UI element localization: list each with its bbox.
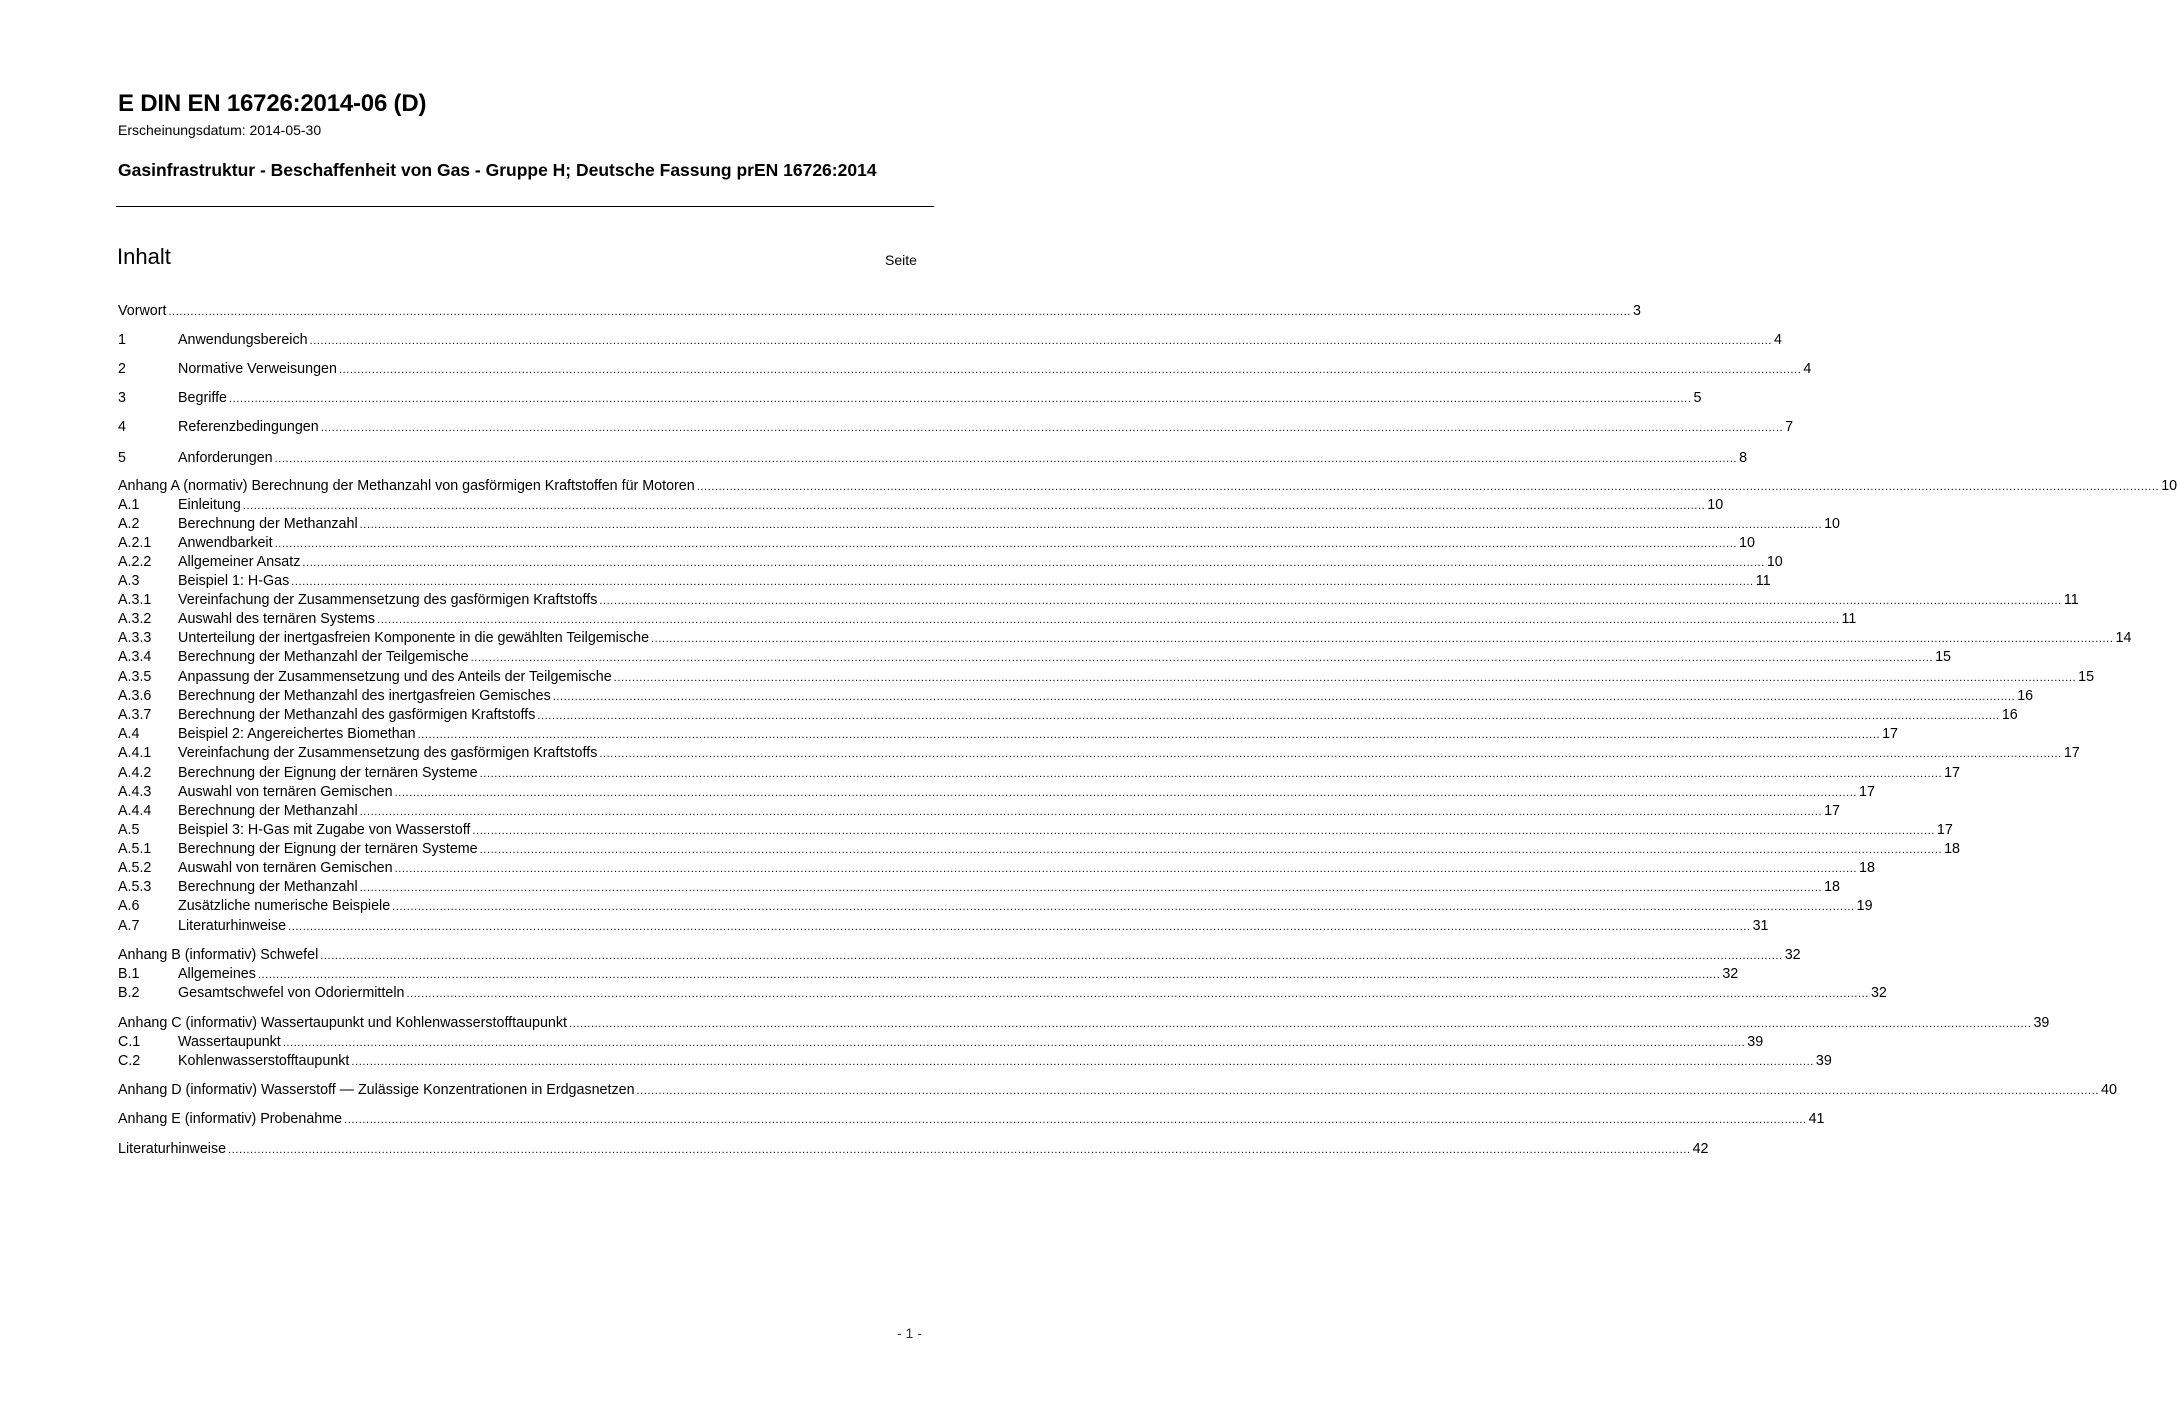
toc-entry-label: Vorwort (118, 303, 167, 319)
toc-entry[interactable] (118, 477, 2177, 496)
toc-entry[interactable] (118, 668, 2095, 687)
toc-entry[interactable] (118, 302, 1641, 321)
toc-dot-leader: ................................................................................................................................................................................................................................................................................................................................................................................................................ (636, 1085, 2099, 1097)
toc-dot-leader: ................................................................................................................................................................................................................................................................................................................................................................................................................ (472, 825, 1935, 837)
toc-entry[interactable] (118, 1110, 1825, 1129)
toc-entry-page: 10 (1707, 497, 1724, 513)
toc-entry-page: 14 (2115, 630, 2132, 646)
toc-dot-leader: ................................................................................................................................................................................................................................................................................................................................................................................................................ (228, 1144, 1691, 1156)
toc-entry-number: 5 (118, 450, 126, 466)
toc-entry-label: Vereinfachung der Zusammensetzung des gasförmigen Kraftstoffs (178, 592, 598, 608)
toc-dot-leader: ................................................................................................................................................................................................................................................................................................................................................................................................................ (599, 748, 2062, 760)
toc-entry[interactable] (118, 553, 1783, 572)
toc-entry[interactable] (118, 687, 2034, 706)
toc-entry-number: B.1 (118, 966, 140, 982)
toc-entry-page: 39 (1815, 1053, 1832, 1069)
toc-entry-page: 40 (2101, 1082, 2117, 1098)
toc-entry-label: Wassertaupunkt (178, 1034, 281, 1050)
toc-entry-page: 17 (1936, 822, 1953, 838)
toc-entry[interactable] (118, 331, 1782, 350)
toc-entry[interactable] (118, 1033, 1764, 1052)
toc-dot-leader: ................................................................................................................................................................................................................................................................................................................................................................................................................ (359, 806, 1823, 818)
toc-dot-leader: ................................................................................................................................................................................................................................................................................................................................................................................................................ (351, 1056, 1814, 1068)
toc-entry-number: A.2.2 (118, 554, 152, 570)
toc-entry-page: 17 (1944, 765, 1961, 781)
toc-entry[interactable] (118, 418, 1794, 437)
toc-entry-page: 31 (1752, 918, 1769, 934)
toc-entry-label: Beispiel 2: Angereichertes Biomethan (178, 726, 416, 742)
toc-entry-label: Berechnung der Methanzahl (178, 803, 358, 819)
toc-entry[interactable] (118, 725, 1899, 744)
toc-entry[interactable] (118, 515, 1841, 534)
toc-entry-label: Anforderungen (178, 450, 273, 466)
toc-heading: Inhalt (117, 244, 171, 269)
toc-dot-leader: ................................................................................................................................................................................................................................................................................................................................................................................................................ (229, 393, 1692, 405)
toc-entry-number: A.4 (118, 726, 140, 742)
toc-dot-leader: ................................................................................................................................................................................................................................................................................................................................................................................................................ (417, 729, 1881, 741)
toc-entry-number: A.1 (118, 497, 140, 513)
toc-entry-page: 41 (1808, 1111, 1825, 1127)
toc-dot-leader: ................................................................................................................................................................................................................................................................................................................................................................................................................ (338, 364, 1802, 376)
toc-entry-number: A.2.1 (118, 535, 152, 551)
toc-dot-leader: ................................................................................................................................................................................................................................................................................................................................................................................................................ (651, 633, 2114, 645)
toc-entry-label: Anwendbarkeit (178, 535, 273, 551)
toc-entry-page: 39 (1747, 1034, 1764, 1050)
toc-entry[interactable] (118, 496, 1724, 515)
toc-entry-page: 17 (1859, 784, 1875, 800)
toc-entry-label: Berechnung der Eignung der ternären Systeme (178, 765, 478, 781)
toc-entry[interactable] (118, 1014, 2050, 1033)
toc-entry-label: Beispiel 3: H-Gas mit Zugabe von Wasserstoff (178, 822, 471, 838)
toc-dot-leader: ................................................................................................................................................................................................................................................................................................................................................................................................................ (696, 481, 2160, 493)
document-title: Gasinfrastruktur - Beschaffenheit von Gas - Gruppe H; Deutsche Fassung prEN 16726:2014 (118, 160, 877, 180)
toc-entry[interactable] (118, 840, 1961, 859)
toc-entry-number: A.3.7 (118, 707, 152, 723)
toc-entry-label: Anpassung der Zusammensetzung und des Anteils der Teilgemische (178, 669, 612, 685)
toc-entry-number: A.3.5 (118, 669, 152, 685)
toc-entry-page: 17 (1882, 726, 1899, 742)
toc-entry-number: A.5.1 (118, 841, 152, 857)
toc-dot-leader: ................................................................................................................................................................................................................................................................................................................................................................................................................ (479, 844, 1943, 856)
toc-entry-label: Normative Verweisungen (178, 361, 337, 377)
toc-entry[interactable] (118, 878, 1841, 897)
toc-entry[interactable] (118, 629, 2132, 648)
toc-entry-page: 18 (1859, 860, 1875, 876)
document-id: E DIN EN 16726:2014-06 (D) (118, 90, 427, 117)
page-column-label: Seite (885, 252, 917, 268)
toc-entry[interactable] (118, 764, 1961, 783)
toc-entry-label: Anhang D (informativ) Wasserstoff — Zulässige Konzentrationen in Erdgasnetzen (118, 1082, 635, 1098)
toc-dot-leader: ................................................................................................................................................................................................................................................................................................................................................................................................................ (377, 614, 1840, 626)
toc-entry-page: 42 (1692, 1141, 1709, 1157)
toc-entry-page: 4 (1803, 361, 1812, 377)
toc-entry[interactable] (118, 744, 2080, 763)
toc-entry-number: A.4.1 (118, 745, 152, 761)
toc-entry-label: Anhang B (informativ) Schwefel (118, 947, 319, 963)
toc-entry-label: Berechnung der Methanzahl (178, 516, 358, 532)
toc-entry[interactable] (118, 706, 2018, 725)
toc-dot-leader: ................................................................................................................................................................................................................................................................................................................................................................................................................ (344, 1114, 1807, 1126)
toc-entry-page: 8 (1739, 450, 1748, 466)
toc-entry-page: 16 (2001, 707, 2018, 723)
toc-entry-number: B.2 (118, 985, 140, 1001)
toc-dot-leader: ................................................................................................................................................................................................................................................................................................................................................................................................................ (320, 950, 1783, 962)
toc-entry-number: A.3.3 (118, 630, 152, 646)
toc-entry[interactable] (118, 389, 1702, 408)
toc-entry-number: A.3.6 (118, 688, 152, 704)
toc-entry-page: 10 (1824, 516, 1841, 532)
toc-dot-leader: ................................................................................................................................................................................................................................................................................................................................................................................................................ (282, 1037, 1746, 1049)
page-number: - 1 - (897, 1325, 922, 1341)
toc-dot-leader: ................................................................................................................................................................................................................................................................................................................................................................................................................ (320, 422, 1784, 434)
toc-entry-page: 3 (1632, 303, 1641, 319)
toc-entry-number: A.6 (118, 898, 140, 914)
toc-entry-page: 32 (1722, 966, 1739, 982)
toc-dot-leader: ................................................................................................................................................................................................................................................................................................................................................................................................................ (242, 500, 1706, 512)
toc-entry-number: A.3.4 (118, 649, 152, 665)
toc-entry-label: Allgemeines (178, 966, 256, 982)
toc-entry[interactable] (118, 534, 1755, 553)
toc-entry[interactable] (118, 965, 1739, 984)
toc-entry-label: Referenzbedingungen (178, 419, 319, 435)
toc-dot-leader: ................................................................................................................................................................................................................................................................................................................................................................................................................ (552, 691, 2016, 703)
toc-entry[interactable] (118, 802, 1841, 821)
toc-entry[interactable] (118, 1081, 2117, 1100)
toc-entry-number: A.3 (118, 573, 140, 589)
toc-entry-label: Vereinfachung der Zusammensetzung des gasförmigen Kraftstoffs (178, 745, 598, 761)
toc-entry-page: 5 (1693, 390, 1702, 406)
toc-dot-leader: ................................................................................................................................................................................................................................................................................................................................................................................................................ (359, 519, 1823, 531)
toc-dot-leader: ................................................................................................................................................................................................................................................................................................................................................................................................................ (470, 652, 1934, 664)
toc-entry-label: Literaturhinweise (118, 1141, 227, 1157)
toc-entry-page: 11 (1841, 611, 1857, 627)
title-divider (116, 206, 934, 207)
toc-dot-leader: ................................................................................................................................................................................................................................................................................................................................................................................................................ (406, 988, 1869, 1000)
toc-entry-page: 4 (1774, 332, 1782, 348)
toc-entry-label: Einleitung (178, 497, 241, 513)
toc-entry-label: Zusätzliche numerische Beispiele (178, 898, 391, 914)
toc-entry-label: Berechnung der Methanzahl des gasförmigen Kraftstoffs (178, 707, 536, 723)
toc-entry[interactable] (118, 897, 1873, 916)
toc-entry-number: C.2 (118, 1053, 141, 1069)
toc-dot-leader: ................................................................................................................................................................................................................................................................................................................................................................................................................ (359, 882, 1823, 894)
toc-entry-label: Begriffe (178, 390, 228, 406)
toc-entry[interactable] (118, 591, 2079, 610)
toc-dot-leader: ................................................................................................................................................................................................................................................................................................................................................................................................................ (599, 595, 2062, 607)
toc-dot-leader: ................................................................................................................................................................................................................................................................................................................................................................................................................ (479, 768, 1943, 780)
publication-date: Erscheinungsdatum: 2014-05-30 (118, 122, 322, 138)
toc-entry-page: 18 (1944, 841, 1961, 857)
toc-entry-label: Auswahl von ternären Gemischen (178, 860, 393, 876)
toc-entry[interactable] (118, 946, 1801, 965)
toc-dot-leader: ................................................................................................................................................................................................................................................................................................................................................................................................................ (394, 787, 1858, 799)
toc-dot-leader: ................................................................................................................................................................................................................................................................................................................................................................................................................ (309, 335, 1773, 347)
toc-entry-label: Allgemeiner Ansatz (178, 554, 301, 570)
toc-dot-leader: ................................................................................................................................................................................................................................................................................................................................................................................................................ (392, 901, 1855, 913)
toc-entry-number: 4 (118, 419, 126, 435)
toc-entry-label: Anwendungsbereich (178, 332, 308, 348)
toc-entry-page: 11 (1755, 573, 1771, 589)
toc-entry-page: 11 (2063, 592, 2079, 608)
toc-entry-number: 1 (118, 332, 126, 348)
toc-entry[interactable] (118, 1052, 1832, 1071)
toc-entry-number: A.5.3 (118, 879, 152, 895)
toc-entry-number: 3 (118, 390, 126, 406)
toc-entry-page: 10 (1766, 554, 1783, 570)
toc-entry-page: 16 (2017, 688, 2034, 704)
toc-dot-leader: ................................................................................................................................................................................................................................................................................................................................................................................................................ (569, 1018, 2032, 1030)
toc-entry-page: 39 (2033, 1015, 2050, 1031)
toc-entry-page: 10 (1739, 535, 1755, 551)
toc-entry-number: A.3.2 (118, 611, 152, 627)
toc-entry-page: 19 (1856, 898, 1873, 914)
toc-dot-leader: ................................................................................................................................................................................................................................................................................................................................................................................................................ (257, 969, 1721, 981)
toc-dot-leader: ................................................................................................................................................................................................................................................................................................................................................................................................................ (394, 863, 1858, 875)
toc-entry-label: Unterteilung der inertgasfreien Komponente in die gewählten Teilgemische (178, 630, 650, 646)
toc-entry-label: Auswahl des ternären Systems (178, 611, 376, 627)
toc-entry-label: Berechnung der Methanzahl des inertgasfreien Gemisches (178, 688, 551, 704)
toc-entry-page: 32 (1870, 985, 1887, 1001)
toc-entry-page: 10 (2161, 478, 2177, 494)
toc-entry-label: Berechnung der Eignung der ternären Systeme (178, 841, 478, 857)
toc-dot-leader: ................................................................................................................................................................................................................................................................................................................................................................................................................ (302, 557, 1765, 569)
toc-entry[interactable] (118, 610, 1857, 629)
toc-entry-page: 7 (1785, 419, 1794, 435)
toc-entry-number: 2 (118, 361, 126, 377)
toc-dot-leader: ................................................................................................................................................................................................................................................................................................................................................................................................................ (537, 710, 2000, 722)
toc-entry-page: 17 (1824, 803, 1841, 819)
toc-dot-leader: ................................................................................................................................................................................................................................................................................................................................................................................................................ (291, 576, 1754, 588)
toc-entry-label: Anhang E (informativ) Probenahme (118, 1111, 343, 1127)
toc-entry-label: Berechnung der Methanzahl der Teilgemische (178, 649, 469, 665)
toc-entry[interactable] (118, 572, 1771, 591)
toc-entry-number: A.2 (118, 516, 140, 532)
toc-entry-label: Anhang C (informativ) Wassertaupunkt und Kohlenwasserstofftaupunkt (118, 1015, 568, 1031)
toc-entry-page: 15 (1935, 649, 1951, 665)
toc-entry[interactable] (118, 783, 1875, 802)
toc-entry-number: A.4.2 (118, 765, 152, 781)
toc-entry[interactable] (118, 648, 1951, 667)
toc-entry[interactable] (118, 984, 1887, 1003)
toc-entry[interactable] (118, 821, 1953, 840)
toc-entry-label: Gesamtschwefel von Odoriermitteln (178, 985, 405, 1001)
toc-entry-number: A.3.1 (118, 592, 152, 608)
toc-entry[interactable] (118, 360, 1812, 379)
toc-entry-number: A.7 (118, 918, 140, 934)
toc-entry[interactable] (118, 917, 1769, 936)
toc-entry-number: A.4.3 (118, 784, 152, 800)
toc-entry-page: 15 (2078, 669, 2095, 685)
toc-entry-label: Literaturhinweise (178, 918, 287, 934)
toc-entry[interactable] (118, 449, 1748, 468)
toc-entry-page: 32 (1784, 947, 1801, 963)
toc-entry-number: A.5.2 (118, 860, 152, 876)
toc-dot-leader: ................................................................................................................................................................................................................................................................................................................................................................................................................ (168, 306, 1631, 318)
toc-entry-page: 17 (2063, 745, 2080, 761)
toc-entry-number: A.4.4 (118, 803, 152, 819)
toc-entry[interactable] (118, 1140, 1709, 1159)
toc-entry-label: Anhang A (normativ) Berechnung der Methanzahl von gasförmigen Kraftstoffen für Motoren (118, 478, 695, 494)
toc-dot-leader: ................................................................................................................................................................................................................................................................................................................................................................................................................ (288, 921, 1751, 933)
toc-dot-leader: ................................................................................................................................................................................................................................................................................................................................................................................................................ (613, 672, 2077, 684)
toc-entry-label: Auswahl von ternären Gemischen (178, 784, 393, 800)
toc-entry-number: C.1 (118, 1034, 141, 1050)
toc-entry-label: Berechnung der Methanzahl (178, 879, 358, 895)
toc-entry-page: 18 (1824, 879, 1841, 895)
toc-entry-label: Kohlenwasserstofftaupunkt (178, 1053, 350, 1069)
toc-dot-leader: ................................................................................................................................................................................................................................................................................................................................................................................................................ (274, 538, 1738, 550)
toc-entry-label: Beispiel 1: H-Gas (178, 573, 290, 589)
toc-dot-leader: ................................................................................................................................................................................................................................................................................................................................................................................................................ (274, 453, 1738, 465)
toc-entry-number: A.5 (118, 822, 140, 838)
toc-entry[interactable] (118, 859, 1875, 878)
